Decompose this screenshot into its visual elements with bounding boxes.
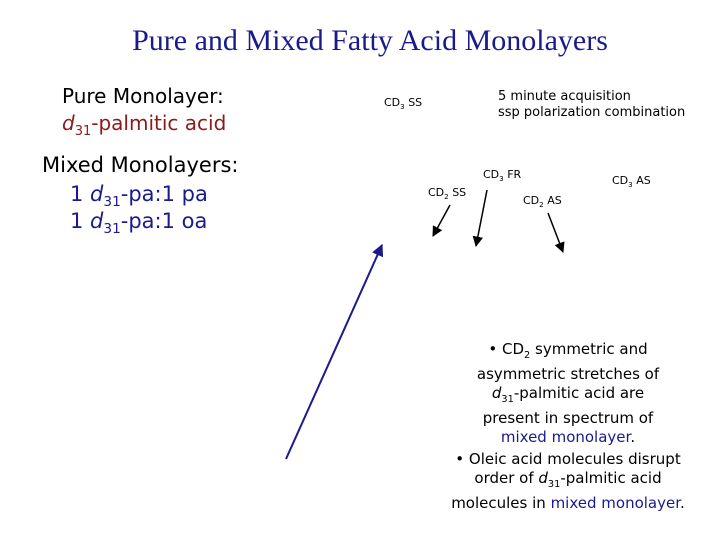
peak-label-cd2-ss: $CD_2$ SS xyxy=(428,186,467,202)
note-cd2-stretches: • $CD_2$ symmetric and asymmetric stretches of $d_{31}$-palmitic acid are present in spectrum of mixed monolayer. xyxy=(476,340,664,446)
subscript: 31 xyxy=(103,221,121,238)
peak-label-cd3-as: $CD_3$ AS xyxy=(612,174,651,190)
arrow-cd3-fr xyxy=(476,190,487,246)
note-oleic-disrupt: • Oleic acid molecules disrupt order of $d_{31}$-palmitic acid molecules in mixed monolayer. xyxy=(451,450,686,512)
acquisition-line-2: ssp polarization combination xyxy=(498,105,686,120)
peak-label-cd2-as: $CD_2$ AS xyxy=(523,194,562,210)
pure-monolayer-label: Pure Monolayer: xyxy=(62,84,224,108)
slide-title: Pure and Mixed Fatty Acid Monolayers xyxy=(132,24,608,57)
mixed-monolayers-label: Mixed Monolayers: xyxy=(42,153,239,177)
highlight-mixed-monolayer: mixed monolayer xyxy=(500,428,631,446)
arrow-cd2-ss xyxy=(433,205,450,236)
compound-name: -palmitic acid xyxy=(91,111,227,135)
ratio: 1 xyxy=(70,182,91,206)
acquisition-line-1: 5 minute acquisition xyxy=(498,89,631,104)
peak-label-cd3-fr: $CD_3$ FR xyxy=(483,168,522,184)
mixture: -pa:1 pa xyxy=(120,182,208,206)
subscript: 31 xyxy=(74,124,92,139)
subscript: 31 xyxy=(103,194,121,211)
deuterium-prefix: d xyxy=(90,209,104,233)
arrow-long-diagonal xyxy=(286,245,382,459)
ratio: 1 xyxy=(70,209,91,233)
deuterium-prefix: d xyxy=(90,182,104,206)
mixture: -pa:1 oa xyxy=(120,209,208,233)
arrow-cd2-as xyxy=(548,213,563,252)
deuterium-prefix: d xyxy=(62,111,75,135)
highlight-mixed-monolayer: mixed monolayer xyxy=(550,494,681,512)
peak-label-cd3-ss: $CD_3$ SS xyxy=(384,96,423,112)
